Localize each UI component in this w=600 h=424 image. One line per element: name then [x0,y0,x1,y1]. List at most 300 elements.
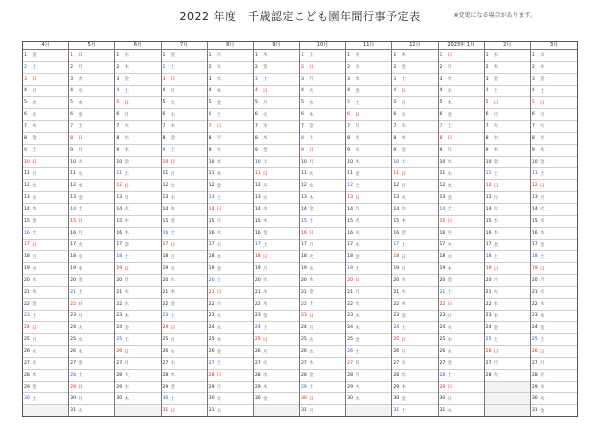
day-number: 12 [439,183,446,189]
day-cell [485,74,530,86]
weekday-label: 水 [124,53,129,59]
day-cell [300,370,345,382]
day-number: 15 [116,218,123,224]
day-number: 30 [162,396,169,402]
weekday-label: 金 [447,278,453,284]
weekday-label: 日 [309,65,314,71]
day-number: 7 [301,123,304,129]
day-number: 18 [24,254,30,260]
weekday-label: 水 [262,207,268,213]
day-number: 25 [439,337,446,343]
day-number: 5 [347,100,351,106]
day-cell [392,287,437,299]
weekday-label: 火 [216,396,222,402]
month-column [162,42,208,416]
day-number: 13 [393,195,400,201]
day-cell [208,86,253,98]
day-cell [531,299,577,311]
day-number: 10 [439,159,446,165]
weekday-label: 日 [493,100,499,106]
day-cell [300,240,345,252]
day-number: 3 [347,76,351,82]
day-cell [69,322,114,334]
day-number: 22 [70,301,77,307]
weekday-label: 水 [539,219,545,225]
day-number: 29 [254,384,261,390]
day-number: 12 [24,183,30,189]
weekday-label: 土 [447,207,453,213]
day-number: 16 [301,230,307,236]
day-cell [162,263,207,275]
weekday-label: 日 [78,302,83,308]
weekday-label: 水 [170,195,176,201]
day-number: 2 [162,64,166,70]
day-number: 7 [116,123,120,129]
weekday-label: 土 [170,65,176,71]
weekday-label: 土 [78,373,83,379]
day-cell [162,145,207,157]
day-number: 22 [393,301,400,307]
weekday-label: 月 [32,88,37,94]
day-cell [208,358,253,370]
day-cell [208,133,253,145]
day-number: 30 [393,396,400,402]
day-number: 12 [531,183,538,189]
weekday-label: 金 [401,231,406,237]
weekday-label: 水 [539,53,545,59]
weekday-label: 木 [262,53,268,59]
weekday-label: 月 [32,337,37,343]
weekday-label: 金 [539,77,545,83]
weekday-label: 月 [401,183,406,189]
empty-day-cell [115,405,160,416]
day-cell [439,168,484,180]
weekday-label: 火 [32,100,37,106]
day-cell [439,311,484,323]
day-number: 30 [70,396,77,402]
day-cell [485,370,530,382]
day-number: 21 [116,289,123,295]
day-cell [485,322,530,334]
weekday-label: 火 [355,136,360,142]
day-cell [208,405,253,416]
weekday-label: 日 [447,219,453,225]
day-cell [115,204,160,216]
weekday-label: 水 [309,349,314,355]
weekday-label: 土 [262,160,268,166]
weekday-label: 日 [493,266,499,272]
weekday-label: 土 [539,254,545,260]
day-cell [69,275,114,287]
day-cell [162,287,207,299]
day-number: 12 [70,183,77,189]
day-number: 28 [439,372,446,378]
day-cell [392,97,437,109]
day-cell [300,382,345,394]
weekday-label: 水 [216,160,222,166]
day-number: 20 [162,277,169,283]
day-number: 16 [347,230,354,236]
day-number: 14 [485,206,492,212]
day-number: 14 [393,206,400,212]
day-number: 6 [393,112,397,118]
month-column [346,42,392,416]
day-number: 1 [393,52,397,58]
day-number: 16 [254,230,261,236]
weekday-label: 金 [493,242,499,248]
day-number: 18 [301,254,307,260]
day-number: 31 [301,408,307,414]
day-number: 10 [208,159,215,165]
day-cell [300,97,345,109]
weekday-label: 土 [355,183,360,189]
weekday-label: 火 [309,337,314,343]
day-number: 13 [208,195,215,201]
day-number: 24 [116,325,123,331]
day-cell [23,145,68,157]
day-number: 24 [254,325,261,331]
day-cell [300,358,345,370]
day-number: 4 [485,88,489,94]
day-number: 19 [347,266,354,272]
day-cell [208,334,253,346]
day-number: 28 [208,372,215,378]
day-cell [208,121,253,133]
weekday-label: 木 [493,231,499,237]
day-number: 3 [116,76,120,82]
day-number: 16 [208,230,215,236]
day-cell [300,322,345,334]
day-number: 22 [162,301,169,307]
day-number: 25 [254,337,261,343]
weekday-label: 月 [355,373,360,379]
day-number: 4 [439,88,443,94]
day-number: 3 [208,76,212,82]
day-cell [485,133,530,145]
day-cell [531,393,577,405]
day-number: 5 [254,100,258,106]
weekday-label: 木 [493,313,499,319]
day-cell [485,157,530,169]
empty-day-cell [485,382,530,394]
weekday-label: 土 [124,171,129,177]
weekday-label: 日 [401,337,406,343]
day-cell [439,251,484,263]
day-cell [392,62,437,74]
weekday-label: 木 [401,136,406,142]
weekday-label: 木 [124,313,129,319]
weekday-label: 金 [447,361,453,367]
day-cell [162,275,207,287]
empty-day-cell [346,405,391,416]
weekday-label: 水 [447,171,453,177]
day-cell [439,382,484,394]
weekday-label: 土 [401,408,406,414]
day-cell [115,382,160,394]
day-cell [208,62,253,74]
day-cell [115,240,160,252]
day-number: 3 [254,76,258,82]
day-number: 28 [301,372,307,378]
weekday-label: 日 [124,100,129,106]
weekday-label: 月 [262,266,268,272]
day-number: 9 [301,147,304,153]
weekday-label: 木 [355,160,360,166]
weekday-label: 土 [539,171,545,177]
day-number: 23 [439,313,446,319]
weekday-label: 火 [78,77,83,83]
weekday-label: 水 [216,77,222,83]
weekday-label: 金 [401,313,406,319]
weekday-label: 土 [124,88,129,94]
weekday-label: 月 [170,254,176,260]
day-number: 27 [162,360,169,366]
day-number: 24 [485,325,492,331]
day-number: 22 [485,301,492,307]
day-cell [531,228,577,240]
day-cell [392,240,437,252]
day-number: 9 [116,147,120,153]
day-number: 27 [208,360,215,366]
day-number: 4 [254,88,258,94]
empty-day-cell [485,405,530,416]
weekday-label: 水 [401,124,406,130]
day-number: 8 [116,135,120,141]
weekday-label: 木 [216,254,222,260]
day-cell [300,228,345,240]
day-cell [485,240,530,252]
weekday-label: 土 [170,231,176,237]
day-number: 14 [116,206,123,212]
weekday-label: 日 [124,349,129,355]
weekday-label: 火 [170,183,176,189]
day-cell [485,192,530,204]
weekday-label: 月 [216,136,222,142]
weekday-label: 土 [32,148,37,154]
weekday-label: 木 [216,337,222,343]
weekday-label: 火 [124,124,129,130]
weekday-label: 水 [401,373,406,379]
weekday-label: 金 [216,266,222,272]
day-cell [439,145,484,157]
day-cell [162,334,207,346]
day-number: 2 [70,64,74,70]
day-number: 1 [208,52,212,58]
day-number: 29 [24,384,30,390]
day-number: 19 [70,266,77,272]
day-cell [254,86,299,98]
weekday-label: 水 [447,337,453,343]
day-cell [162,157,207,169]
day-cell [162,168,207,180]
day-cell [485,97,530,109]
weekday-label: 土 [262,242,268,248]
weekday-label: 木 [447,183,453,189]
weekday-label: 日 [493,349,499,355]
weekday-label: 火 [309,254,314,260]
day-cell [69,346,114,358]
weekday-label: 水 [355,231,360,237]
weekday-label: 金 [32,302,37,308]
weekday-label: 金 [262,231,268,237]
day-number: 21 [162,289,169,295]
day-number: 18 [485,254,492,260]
weekday-label: 火 [539,207,545,213]
day-number: 4 [24,88,27,94]
weekday-label: 土 [309,302,314,308]
weekday-label: 火 [32,266,37,272]
day-cell [300,168,345,180]
weekday-label: 火 [539,290,545,296]
day-cell [300,216,345,228]
day-number: 14 [347,206,354,212]
month-header: 3月 [531,42,577,50]
weekday-label: 日 [262,88,268,94]
weekday-label: 木 [170,373,176,379]
day-number: 25 [301,337,307,343]
day-number: 10 [254,159,261,165]
weekday-label: 金 [539,408,545,414]
day-number: 3 [301,76,304,82]
day-number: 12 [393,183,400,189]
weekday-label: 日 [32,160,37,166]
weekday-label: 水 [78,88,83,94]
day-cell [346,334,391,346]
weekday-label: 土 [170,396,176,402]
day-number: 11 [301,171,307,177]
day-cell [392,358,437,370]
day-cell [531,382,577,394]
month-column [531,42,577,416]
day-number: 6 [531,112,535,118]
day-cell [23,86,68,98]
weekday-label: 木 [355,325,360,331]
weekday-label: 火 [124,290,129,296]
day-number: 24 [208,325,215,331]
day-cell [208,322,253,334]
day-number: 3 [485,76,489,82]
weekday-label: 火 [262,112,268,118]
weekday-label: 月 [493,361,499,367]
day-number: 17 [162,242,169,248]
day-number: 15 [24,218,30,224]
day-number: 5 [485,100,489,106]
day-cell [346,275,391,287]
weekday-label: 月 [539,361,545,367]
day-number: 4 [70,88,74,94]
day-number: 23 [393,313,400,319]
day-cell [254,299,299,311]
day-number: 16 [439,230,446,236]
day-number: 4 [347,88,351,94]
day-cell [392,311,437,323]
day-number: 5 [116,100,120,106]
day-cell [439,157,484,169]
weekday-label: 水 [539,302,545,308]
weekday-label: 日 [401,254,406,260]
weekday-label: 火 [170,349,176,355]
day-cell [162,393,207,405]
weekday-label: 木 [32,373,37,379]
day-cell [162,192,207,204]
day-number: 2 [24,64,27,70]
day-cell [254,168,299,180]
day-number: 25 [485,337,492,343]
day-cell [439,133,484,145]
day-cell [392,109,437,121]
day-number: 6 [485,112,489,118]
year-calendar-grid [22,41,578,417]
day-number: 16 [531,230,538,236]
day-cell [115,50,160,62]
weekday-label: 木 [216,171,222,177]
day-cell [23,50,68,62]
day-number: 1 [24,52,27,58]
day-cell [300,180,345,192]
day-cell [531,370,577,382]
day-number: 2 [116,64,120,70]
day-cell [69,97,114,109]
day-number: 7 [439,123,443,129]
weekday-label: 木 [124,65,129,71]
day-cell [115,251,160,263]
day-number: 10 [393,159,400,165]
day-cell [300,62,345,74]
weekday-label: 日 [355,112,360,118]
day-number: 26 [347,349,354,355]
weekday-label: 月 [493,195,499,201]
day-number: 18 [162,254,169,260]
weekday-label: 日 [493,183,499,189]
day-number: 20 [208,277,215,283]
day-cell [23,192,68,204]
day-cell [439,97,484,109]
weekday-label: 月 [170,171,176,177]
weekday-label: 日 [539,100,545,106]
weekday-label: 日 [309,148,314,154]
day-cell [23,240,68,252]
weekday-label: 火 [447,242,453,248]
day-number: 12 [301,183,307,189]
day-number: 4 [116,88,120,94]
day-cell [69,121,114,133]
weekday-label: 木 [32,290,37,296]
weekday-label: 日 [170,160,176,166]
day-cell [23,358,68,370]
weekday-label: 火 [262,195,268,201]
day-cell [346,311,391,323]
day-cell [23,216,68,228]
day-cell [485,62,530,74]
day-number: 24 [393,325,400,331]
day-cell [254,204,299,216]
day-cell [208,109,253,121]
day-cell [115,358,160,370]
day-number: 27 [393,360,400,366]
day-cell [162,346,207,358]
day-cell [69,311,114,323]
day-cell [254,346,299,358]
day-cell [485,145,530,157]
day-number: 16 [162,230,169,236]
day-cell [439,358,484,370]
day-number: 4 [531,88,535,94]
weekday-label: 木 [447,266,453,272]
day-cell [162,74,207,86]
day-cell [346,204,391,216]
weekday-label: 日 [262,254,268,260]
day-number: 6 [439,112,443,118]
